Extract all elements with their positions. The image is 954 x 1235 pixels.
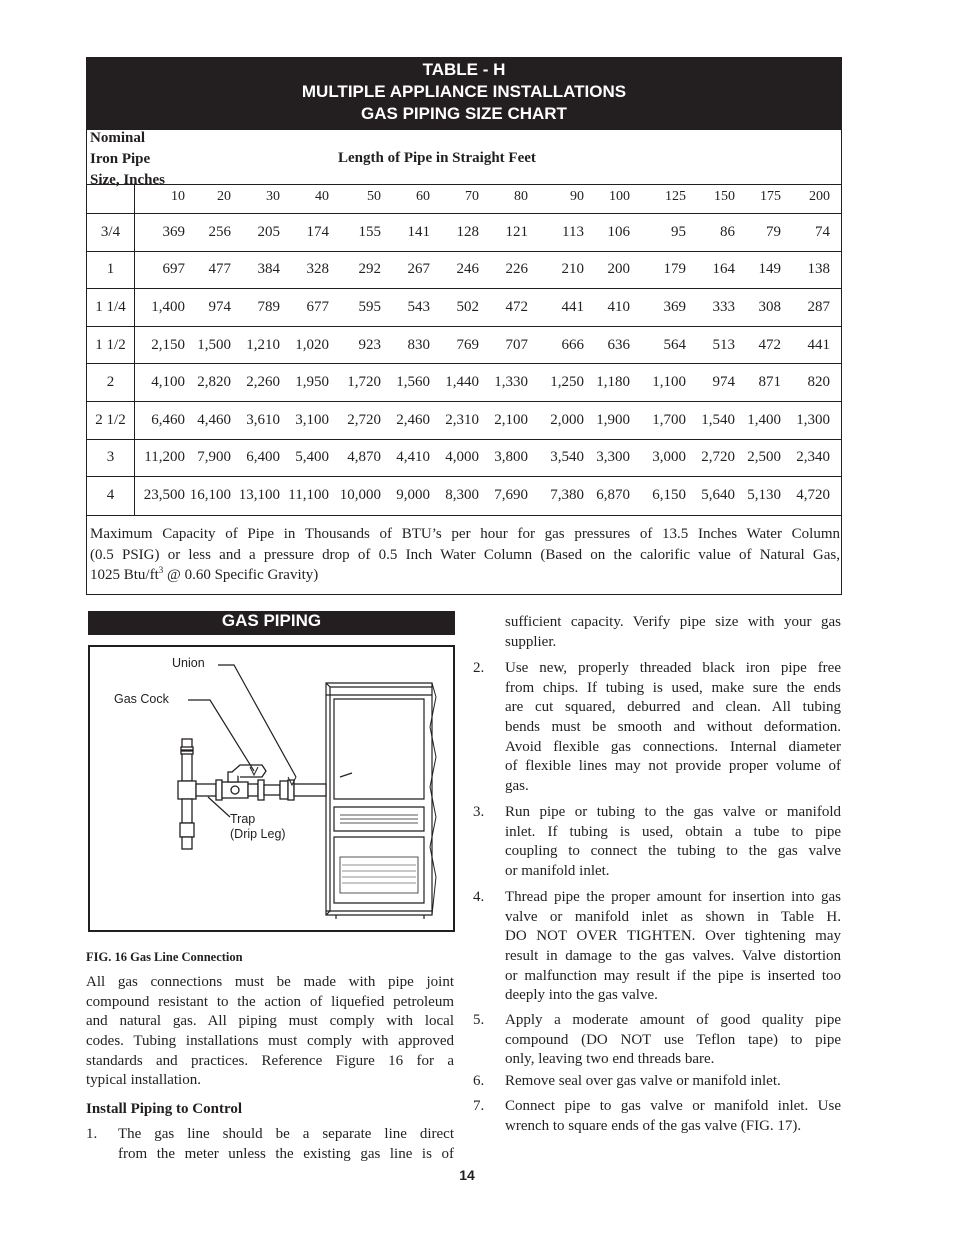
list-item-text: [505, 888, 841, 1006]
paragraph-line: The gas line should be a separate line direct: [118, 1126, 454, 1142]
capacity-cell: 4,000: [445, 449, 479, 466]
pipe-size-column-header: [90, 128, 210, 191]
table-rule: [87, 515, 841, 516]
paragraph-line: All gas connections must be made with pipe joint: [86, 974, 454, 990]
capacity-cell: 210: [561, 261, 584, 278]
pipe-size-header-line: Size, Inches: [90, 172, 165, 188]
list-item-text-continued: [505, 613, 841, 652]
capacity-cell: 7,380: [550, 487, 584, 503]
capacity-cell: 564: [663, 336, 686, 353]
capacity-cell: 2,000: [550, 411, 584, 428]
paragraph-line: Connect pipe to gas valve or manifold inlet. Use: [505, 1098, 841, 1114]
table-row-rule: [87, 251, 841, 252]
list-item-number: 4.: [473, 889, 485, 905]
capacity-cell: 1,210: [246, 336, 280, 353]
capacity-cell: 513: [712, 336, 735, 353]
list-item-number: 6.: [473, 1073, 485, 1089]
capacity-cell: 287: [807, 299, 830, 315]
table-footnote: [90, 524, 840, 586]
list-item-text: [505, 1072, 841, 1092]
intro-paragraph: [86, 973, 454, 1091]
pipe-size-cell: 1 1/2: [95, 336, 126, 353]
capacity-cell: 2,100: [494, 411, 528, 428]
length-header-cell: 150: [714, 189, 735, 204]
gas-piping-size-table: [86, 57, 842, 595]
paragraph-line: result in damage to the gas valves. Valve distortion: [505, 948, 841, 965]
capacity-cell: 328: [306, 261, 329, 278]
capacity-cell: 923: [358, 336, 381, 353]
trap-label: Trap: [230, 812, 256, 826]
capacity-cell: 164: [712, 261, 735, 278]
capacity-cell: 1,700: [652, 411, 686, 428]
footnote-line: Maximum Capacity of Pipe in Thousands of BTU’s per hour for gas pressures of 13.5 Inches Water Column: [90, 526, 840, 542]
capacity-cell: 789: [257, 299, 280, 315]
length-header-cell: 175: [760, 189, 781, 204]
length-header-cell: 90: [570, 189, 584, 204]
pipe-size-cell: 4: [106, 487, 115, 503]
paragraph-line: sufficient capacity. Verify pipe size with your gas: [505, 614, 841, 630]
capacity-cell: 502: [456, 299, 479, 315]
capacity-cell: 2,260: [246, 374, 280, 391]
capacity-cell: 179: [663, 261, 686, 278]
capacity-cell: 2,150: [151, 336, 185, 353]
table-row-rule: [87, 288, 841, 289]
capacity-cell: 2,310: [445, 411, 479, 428]
capacity-cell: 707: [505, 336, 528, 353]
list-item-text: [505, 659, 841, 797]
length-header-cell: 50: [367, 189, 381, 204]
capacity-cell: 113: [562, 223, 584, 240]
paragraph-line: compound (DO NOT use Teflon tape) to pipe: [505, 1031, 841, 1048]
capacity-cell: 6,870: [596, 487, 630, 503]
union-label: Union: [172, 656, 205, 670]
capacity-cell: 6,400: [246, 449, 280, 466]
length-header-cell: 70: [465, 189, 479, 204]
capacity-cell: 1,100: [652, 374, 686, 391]
footnote-text: 1025 Btu/ft: [90, 567, 159, 583]
capacity-cell: 1,330: [494, 374, 528, 391]
capacity-cell: 86: [720, 223, 735, 240]
superscript: 3: [158, 565, 164, 575]
paragraph-line: of flexible lines may not provide proper volume of: [505, 758, 841, 775]
paragraph-line: gas.: [505, 778, 529, 795]
capacity-cell: 7,900: [197, 449, 231, 466]
capacity-cell: 871: [758, 374, 781, 391]
capacity-cell: 595: [358, 299, 381, 315]
capacity-cell: 333: [712, 299, 735, 315]
paragraph-line: supplier.: [505, 633, 557, 650]
paragraph-line: typical installation.: [86, 1072, 201, 1089]
capacity-cell: 384: [257, 261, 280, 278]
capacity-cell: 5,640: [701, 487, 735, 503]
union-fitting: [280, 781, 288, 799]
paragraph-line: and natural gas. All piping must comply with local: [86, 1013, 454, 1030]
paragraph-line: standards and practices. Reference Figure 16 for a: [86, 1052, 454, 1069]
table-row-rule: [87, 363, 841, 364]
capacity-cell: 121: [505, 223, 528, 240]
upper-door-panel: [334, 699, 424, 799]
capacity-cell: 1,250: [550, 374, 584, 391]
capacity-cell: 441: [807, 336, 830, 353]
paragraph-line: from the meter unless the existing gas line is of: [118, 1145, 454, 1162]
capacity-cell: 5,130: [747, 487, 781, 503]
capacity-cell: 477: [208, 261, 231, 278]
footnote-line: [90, 565, 840, 586]
figure-caption: FIG. 16 Gas Line Connection: [86, 950, 243, 964]
list-item-number: 2.: [473, 660, 485, 676]
table-title: [87, 58, 841, 130]
tee-fitting: [178, 781, 196, 799]
paragraph-line: valve or manifold inlet as shown in Table H.: [505, 908, 841, 925]
capacity-cell: 8,300: [445, 487, 479, 503]
capacity-cell: 205: [257, 223, 280, 240]
capacity-cell: 138: [807, 261, 830, 278]
capacity-cell: 4,460: [197, 411, 231, 428]
capacity-cell: 974: [712, 374, 735, 391]
capacity-cell: 369: [663, 299, 686, 315]
length-header-cell: 80: [514, 189, 528, 204]
table-rule: [87, 213, 841, 214]
capacity-cell: 410: [607, 299, 630, 315]
paragraph-line: only, leaving two end threads bare.: [505, 1051, 715, 1068]
drip-leg-label: (Drip Leg): [230, 827, 286, 841]
capacity-cell: 11,100: [288, 487, 329, 503]
section-header-gas-piping: GAS PIPING: [88, 611, 455, 635]
capacity-cell: 174: [306, 223, 329, 240]
capacity-cell: 7,690: [494, 487, 528, 503]
capacity-cell: 292: [358, 261, 381, 278]
paragraph-line: or malfunction may result if the pipe is inserted too: [505, 967, 841, 984]
capacity-cell: 74: [815, 223, 830, 240]
footnote-text: @ 0.60 Specific Gravity): [163, 567, 319, 583]
capacity-cell: 155: [358, 223, 381, 240]
length-header-cell: 10: [171, 189, 185, 204]
table-row-rule: [87, 439, 841, 440]
capacity-cell: 5,400: [295, 449, 329, 466]
gas-line-connection-figure: [88, 645, 455, 932]
capacity-cell: 697: [162, 261, 185, 278]
paragraph-line: bends must be smooth and without deformation.: [505, 719, 841, 736]
capacity-cell: 13,100: [238, 487, 280, 503]
length-header-cell: 100: [609, 189, 630, 204]
pipe-size-header-line: Iron Pipe: [90, 151, 151, 167]
capacity-cell: 308: [758, 299, 781, 315]
gas-line-diagram: [90, 647, 452, 929]
length-header-cell: 30: [266, 189, 280, 204]
capacity-cell: 1,900: [596, 411, 630, 428]
capacity-cell: 4,720: [796, 487, 830, 503]
capacity-cell: 106: [607, 223, 630, 240]
list-item-text: [118, 1125, 454, 1164]
length-header-cell: 200: [809, 189, 830, 204]
pipe-size-header-line: Nominal: [90, 130, 146, 146]
capacity-cell: 4,100: [151, 374, 185, 391]
capacity-cell: 9,000: [396, 487, 430, 503]
capacity-cell: 10,000: [339, 487, 381, 503]
capacity-cell: 1,020: [295, 336, 329, 353]
capacity-cell: 141: [407, 223, 430, 240]
paragraph-line: are cut squared, deburred and clean. All tubing: [505, 699, 841, 716]
table-title-line: TABLE - H: [422, 60, 506, 79]
capacity-cell: 6,150: [652, 487, 686, 503]
list-item-text: [505, 803, 841, 882]
paragraph-line: Remove seal over gas valve or manifold inlet.: [505, 1073, 781, 1089]
capacity-cell: 369: [162, 223, 185, 240]
capacity-cell: 1,540: [701, 411, 735, 428]
list-item-number: 1.: [86, 1126, 98, 1142]
list-item-text: [505, 1097, 841, 1136]
pipe-length-header: Length of Pipe in Straight Feet: [338, 150, 536, 166]
capacity-cell: 4,410: [396, 449, 430, 466]
capacity-cell: 820: [807, 374, 830, 391]
length-header-cell: 60: [416, 189, 430, 204]
footnote-line: (0.5 PSIG) or less and a pressure drop of 0.5 Inch Water Column (Based on the calorific value of Natural Gas,: [90, 546, 840, 563]
capacity-cell: 6,460: [151, 411, 185, 428]
capacity-cell: 11,200: [144, 449, 185, 466]
capacity-cell: 23,500: [143, 487, 185, 503]
capacity-cell: 128: [456, 223, 479, 240]
table-row-rule: [87, 476, 841, 477]
capacity-cell: 830: [407, 336, 430, 353]
capacity-cell: 472: [505, 299, 528, 315]
paragraph-line: DO NOT OVER TIGHTEN. Over tightening may: [505, 928, 841, 945]
capacity-cell: 769: [456, 336, 479, 353]
pipe-size-cell: 3/4: [100, 223, 121, 240]
length-header-cell: 40: [315, 189, 329, 204]
list-item-number: 3.: [473, 804, 485, 820]
capacity-cell: 2,820: [197, 374, 231, 391]
capacity-cell: 1,500: [197, 336, 231, 353]
capacity-cell: 256: [208, 223, 231, 240]
paragraph-line: inlet. If tubing is used, obtain a tube to pipe: [505, 823, 841, 840]
capacity-cell: 1,400: [151, 299, 185, 315]
capacity-cell: 472: [758, 336, 781, 353]
table-title-line: MULTIPLE APPLIANCE INSTALLATIONS: [301, 82, 627, 101]
page-number: 14: [459, 1167, 475, 1183]
capacity-cell: 2,340: [796, 449, 830, 466]
install-piping-heading: Install Piping to Control: [86, 1101, 242, 1117]
capacity-cell: 1,720: [347, 374, 381, 391]
pipe-size-cell: 2 1/2: [95, 411, 126, 428]
capacity-cell: 200: [607, 261, 630, 278]
capacity-cell: 226: [505, 261, 528, 278]
capacity-cell: 636: [607, 336, 630, 353]
capacity-cell: 3,540: [550, 449, 584, 466]
capacity-cell: 2,720: [701, 449, 735, 466]
gas-cock-label: Gas Cock: [114, 692, 169, 706]
pipe-size-cell: 1: [106, 261, 115, 278]
length-header-cell: 20: [217, 189, 231, 204]
table-title-line: GAS PIPING SIZE CHART: [361, 104, 567, 123]
capacity-cell: 1,180: [596, 374, 630, 391]
capacity-cell: 1,400: [747, 411, 781, 428]
vertical-pipe: [182, 739, 192, 781]
pipe-size-cell: 3: [106, 449, 115, 466]
capacity-cell: 4,870: [347, 449, 381, 466]
table-row-rule: [87, 326, 841, 327]
paragraph-line: or manifold inlet.: [505, 863, 610, 880]
capacity-cell: 1,300: [796, 411, 830, 428]
paragraph-line: Use new, properly threaded black iron pipe free: [505, 660, 841, 676]
capacity-cell: 974: [208, 299, 231, 315]
list-item-text: [505, 1011, 841, 1070]
capacity-cell: 16,100: [189, 487, 231, 503]
paragraph-line: Avoid flexible gas connections. Internal diameter: [505, 738, 841, 755]
capacity-cell: 95: [671, 223, 686, 240]
paragraph-line: from chips. If tubing is used, make sure the ends: [505, 679, 841, 696]
pipe-size-cell: 2: [106, 374, 115, 391]
pipe-size-cell: 1 1/4: [95, 299, 126, 315]
paragraph-line: compound resistant to the action of liquefied petroleum: [86, 993, 454, 1010]
capacity-cell: 3,800: [494, 449, 528, 466]
capacity-cell: 677: [306, 299, 329, 315]
length-header-cell: 125: [665, 189, 686, 204]
paragraph-line: Run pipe or tubing to the gas valve or manifold: [505, 804, 841, 820]
paragraph-line: Apply a moderate amount of good quality pipe: [505, 1012, 841, 1028]
capacity-cell: 2,460: [396, 411, 430, 428]
capacity-cell: 441: [561, 299, 584, 315]
capacity-cell: 1,560: [396, 374, 430, 391]
capacity-cell: 3,610: [246, 411, 280, 428]
paragraph-line: deeply into the gas valve.: [505, 987, 658, 1004]
capacity-cell: 267: [407, 261, 430, 278]
drip-leg: [182, 799, 192, 823]
capacity-cell: 543: [407, 299, 430, 315]
capacity-cell: 2,720: [347, 411, 381, 428]
list-item-number: 7.: [473, 1098, 485, 1114]
capacity-cell: 1,440: [445, 374, 479, 391]
paragraph-line: Thread pipe the proper amount for insertion into gas: [505, 889, 841, 905]
capacity-cell: 246: [456, 261, 479, 278]
capacity-cell: 3,100: [295, 411, 329, 428]
paragraph-line: wrench to square ends of the gas valve (FIG. 17).: [505, 1117, 802, 1134]
table-rule: [87, 184, 841, 185]
paragraph-line: codes. Tubing installations must comply with approved: [86, 1033, 454, 1050]
list-item-number: 5.: [473, 1012, 485, 1028]
capacity-cell: 666: [561, 336, 584, 353]
capacity-cell: 3,000: [652, 449, 686, 466]
capacity-cell: 2,500: [747, 449, 781, 466]
paragraph-line: coupling to connect the tubing to the gas valve: [505, 843, 841, 860]
capacity-cell: 1,950: [295, 374, 329, 391]
table-row-rule: [87, 401, 841, 402]
capacity-cell: 79: [766, 223, 781, 240]
capacity-cell: 149: [758, 261, 781, 278]
capacity-cell: 3,300: [596, 449, 630, 466]
